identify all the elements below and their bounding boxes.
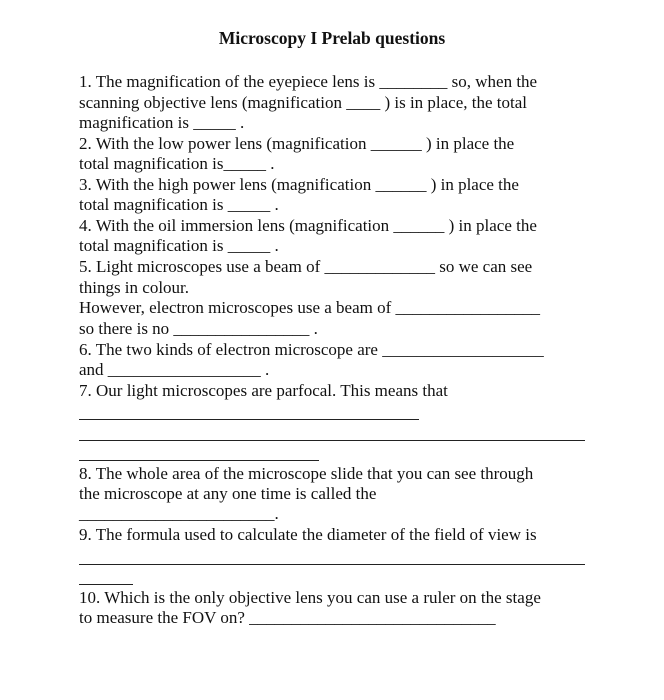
- q8-line-1: 8. The whole area of the microscope slide that you can see through: [79, 464, 534, 483]
- q5-line-4: so there is no ________________ .: [79, 319, 318, 338]
- q7-answer-line-2: [79, 440, 585, 441]
- q1-line-1: 1. The magnification of the eyepiece lens is ________ so, when the: [79, 72, 538, 91]
- q8-line-3: _______________________.: [79, 504, 279, 523]
- q3-line-2: total magnification is _____ .: [79, 195, 279, 214]
- q2-line-2: total magnification is_____ .: [79, 154, 275, 173]
- q2-line-1: 2. With the low power lens (magnification ______ ) in place the: [79, 134, 515, 153]
- q7-line-1: 7. Our light microscopes are parfocal. This means that: [79, 381, 448, 400]
- q6-line-2: and __________________ .: [79, 360, 270, 379]
- q5-line-2: things in colour.: [79, 278, 190, 297]
- q5-line-1: 5. Light microscopes use a beam of _____________ so we can see: [79, 257, 533, 276]
- q1-line-3: magnification is _____ .: [79, 113, 245, 132]
- q7-answer-line-1: [79, 419, 419, 420]
- q5-line-3: However, electron microscopes use a beam of _________________: [79, 298, 541, 317]
- q9-answer-line-2: [79, 584, 133, 585]
- q10-line-2: to measure the FOV on? _____________________________: [79, 608, 496, 627]
- page-title: Microscopy I Prelab questions: [218, 28, 446, 48]
- q9-line-1: 9. The formula used to calculate the diameter of the field of view is: [79, 525, 537, 544]
- q7-answer-line-3: [79, 460, 319, 461]
- q1-line-2: scanning objective lens (magnification ____ ) is in place, the total: [79, 93, 528, 112]
- q4-line-1: 4. With the oil immersion lens (magnification ______ ) in place the: [79, 216, 537, 235]
- q8-line-2: the microscope at any one time is called the: [79, 484, 377, 503]
- q9-answer-line-1: [79, 564, 585, 565]
- q6-line-1: 6. The two kinds of electron microscope are ___________________: [79, 340, 544, 359]
- q10-line-1: 10. Which is the only objective lens you can use a ruler on the stage: [79, 588, 541, 607]
- q3-line-1: 3. With the high power lens (magnification ______ ) in place the: [79, 175, 519, 194]
- q4-line-2: total magnification is _____ .: [79, 236, 279, 255]
